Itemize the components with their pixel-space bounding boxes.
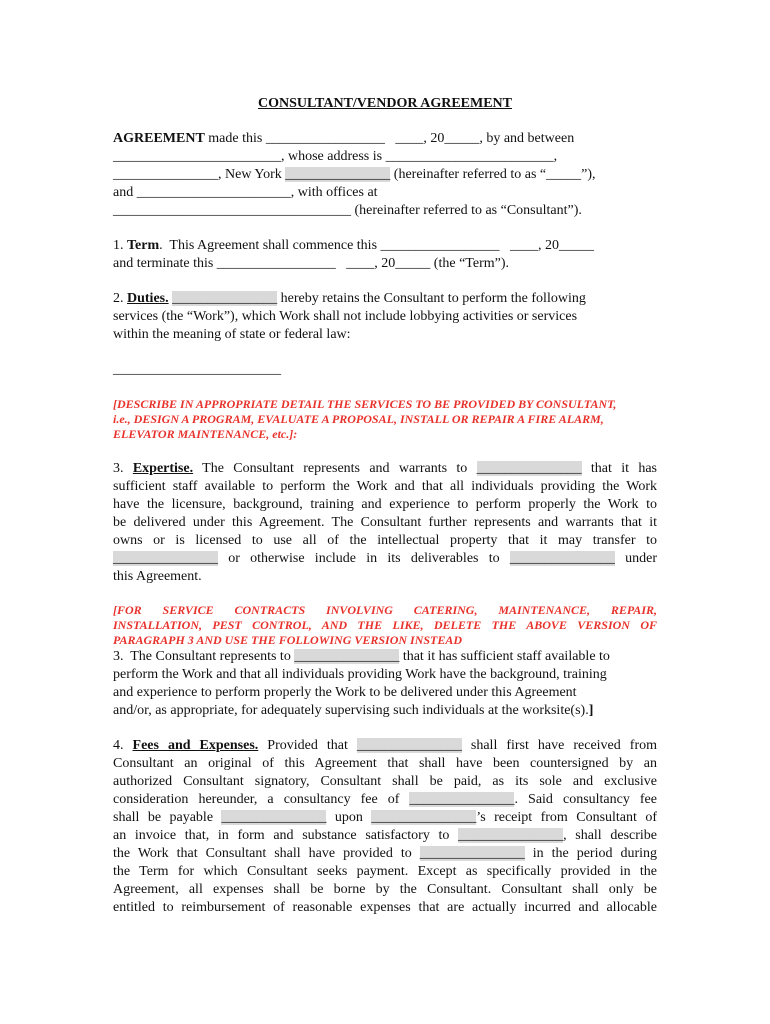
- expertise-line-1: 3. Expertise. The Consultant represents and warrants to _______________ that it has: [113, 461, 657, 476]
- opening-line-3: _______________, New York _______________ (hereinafter referred to as “_____”),: [113, 167, 596, 182]
- describe-note-line-3: ELEVATOR MAINTENANCE, etc.]:: [113, 427, 298, 441]
- opening-line-5: __________________________________ (hereinafter referred to as “Consultant”).: [113, 203, 582, 218]
- describe-note-line-2: i.e., DESIGN A PROGRAM, EVALUATE A PROPOSAL, INSTALL OR REPAIR A FIRE ALARM,: [113, 412, 604, 426]
- service-note-line-3: PARAGRAPH 3 AND USE THE FOLLOWING VERSION INSTEAD: [113, 633, 463, 647]
- blank-field[interactable]: _______________: [294, 649, 400, 664]
- expertise-line-6: _______________ or otherwise include in its deliverables to _______________ under: [113, 551, 657, 566]
- expertise-line-5: owns or is licensed to use all of the intellectual property that it may transfer to: [113, 533, 657, 548]
- fees-line-4: consideration hereunder, a consultancy fee of _______________. Said consultancy fee: [113, 792, 657, 807]
- blank-field[interactable]: _______________: [371, 810, 477, 825]
- fees-line-7: the Work that Consultant shall have provided to _______________ in the period during: [113, 846, 658, 861]
- duties-blank-line[interactable]: ________________________: [113, 362, 281, 377]
- blank-field[interactable]: _______________: [113, 551, 218, 566]
- alt3-line-3: and experience to perform properly the Work to be delivered under this Agreement: [113, 685, 577, 700]
- agreement-label: AGREEMENT: [113, 131, 205, 146]
- fees-line-1: 4. Fees and Expenses. Provided that _______________ shall first have received from: [113, 738, 657, 753]
- fees-heading: Fees and Expenses.: [132, 738, 259, 753]
- describe-note-line-1: [DESCRIBE IN APPROPRIATE DETAIL THE SERVICES TO BE PROVIDED BY CONSULTANT,: [113, 397, 617, 411]
- opening-line-1: AGREEMENT made this _________________ ____, 20_____, by and between: [113, 131, 575, 146]
- blank-field[interactable]: ______________________: [136, 185, 291, 200]
- fees-line-9: Agreement, all expenses shall be borne by the Consultant. Consultant shall only be: [113, 882, 657, 897]
- expertise-line-7: this Agreement.: [113, 569, 202, 584]
- duties-heading: Duties.: [127, 291, 169, 306]
- blank-field[interactable]: _______________: [409, 792, 515, 807]
- expertise-line-3: have the licensure, background, training and experience to perform properly the Work to: [113, 497, 657, 512]
- alt3-line-1: 3. The Consultant represents to _______________ that it has sufficient staff available to: [113, 649, 610, 664]
- blank-field[interactable]: _______________: [476, 461, 582, 476]
- blank-field[interactable]: __________________________________: [113, 203, 351, 218]
- blank-field[interactable]: _______________: [172, 291, 278, 306]
- duties-line-1: 2. Duties. _______________ hereby retains the Consultant to perform the following: [113, 291, 586, 306]
- service-note-line-1: [FOR SERVICE CONTRACTS INVOLVING CATERING, MAINTENANCE, REPAIR,: [113, 603, 657, 617]
- fees-line-8: the Term for which Consultant seeks payment. Except as specifically provided in the: [113, 864, 657, 879]
- opening-line-2: ________________________, whose address is ________________________,: [113, 149, 558, 164]
- alt3-line-2: perform the Work and that all individuals providing Work have the background, training: [113, 667, 607, 682]
- fees-line-3: authorized Consultant signatory, Consultant shall be paid, as its sole and exclusive: [113, 774, 657, 789]
- expertise-heading: Expertise.: [132, 461, 194, 476]
- fees-line-2: Consultant an original of this Agreement that shall have been countersigned by an: [113, 756, 657, 771]
- blank-field[interactable]: _______________: [458, 828, 564, 843]
- term-heading: Term: [127, 238, 160, 253]
- blank-field[interactable]: _______________: [356, 738, 462, 753]
- blank-field[interactable]: _____: [546, 167, 582, 182]
- blank-field[interactable]: _______________: [285, 167, 391, 182]
- fees-line-5: shall be payable _______________ upon _______________’s receipt from Consultant of: [113, 810, 658, 825]
- term-line-1: 1. Term. This Agreement shall commence this _________________ ____, 20_____: [113, 238, 595, 253]
- fees-line-6: an invoice that, in form and substance satisfactory to _______________, shall describe: [113, 828, 657, 843]
- expertise-line-2: sufficient staff available to perform the Work and that all individuals providing the Work: [113, 479, 657, 494]
- blank-field[interactable]: _______________: [221, 810, 327, 825]
- duties-line-2: services (the “Work”), which Work shall not include lobbying activities or services: [113, 309, 578, 324]
- opening-line-4: and ______________________, with offices at: [113, 185, 378, 200]
- alt3-line-4: and/or, as appropriate, for adequately supervising such individuals at the worksite(s).]: [113, 703, 594, 718]
- service-note-line-2: INSTALLATION, PEST CONTROL, AND THE LIKE, DELETE THE ABOVE VERSION OF: [113, 618, 657, 632]
- duties-line-3: within the meaning of state or federal law:: [113, 327, 351, 342]
- term-line-2: and terminate this _________________ ____, 20_____ (the “Term”).: [113, 256, 509, 271]
- fees-line-10: entitled to reimbursement of reasonable expenses that are actually incurred and allocable: [113, 900, 657, 915]
- expertise-line-4: be delivered under this Agreement. The Consultant further represents and warrants that it: [113, 515, 657, 530]
- blank-field[interactable]: _______________: [509, 551, 615, 566]
- blank-field[interactable]: _______________: [419, 846, 525, 861]
- page-title: CONSULTANT/VENDOR AGREEMENT: [258, 96, 512, 111]
